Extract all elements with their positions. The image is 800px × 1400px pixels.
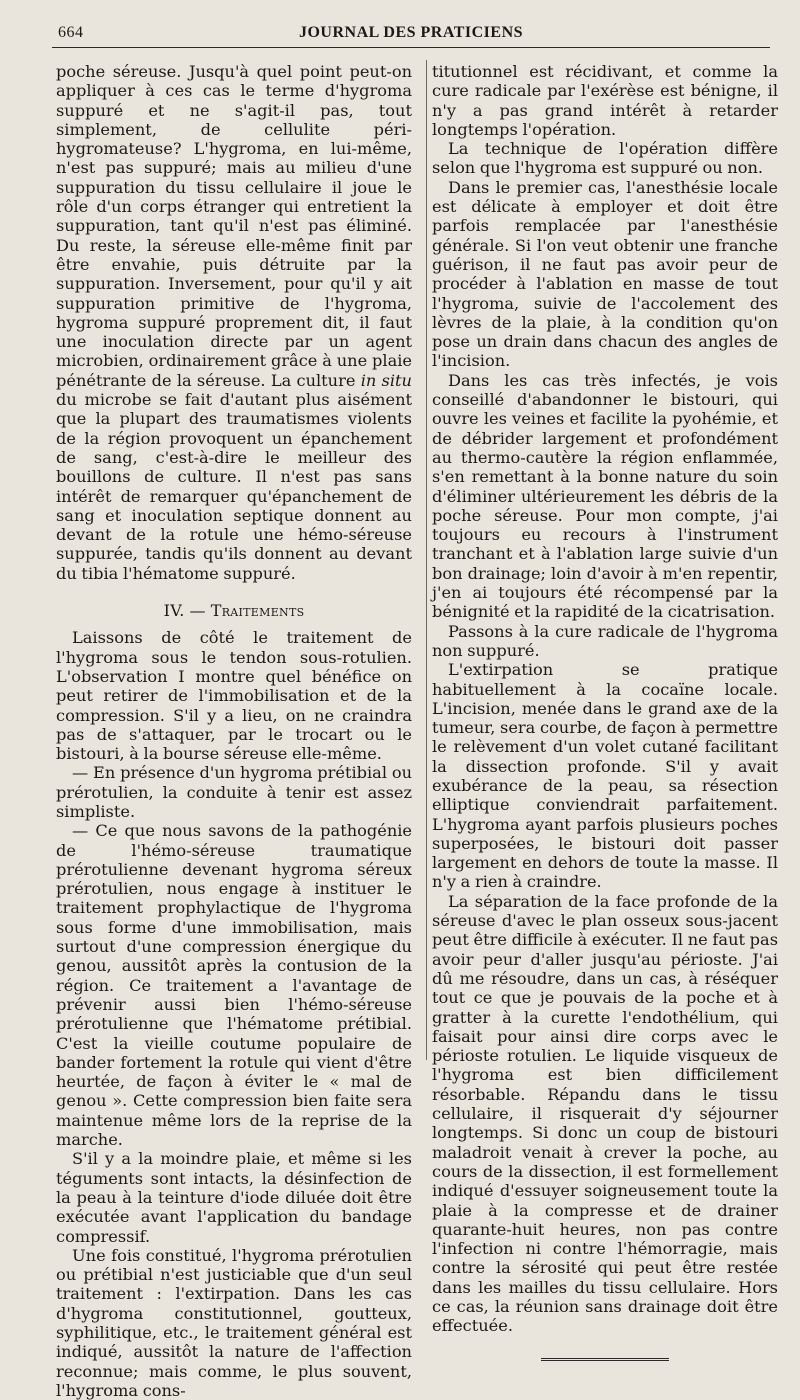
paragraph-text: du microbe se fait d'autant plus aisément que la plupart des traumatismes violents de la région provoquent un épanchement de sang, c'est-à-dire le meilleur des bouillons de culture. Il n'est pas sans intérêt de remarquer qu'épanchement de sang et inoculation septique donnent au devant de la rotule une hémo-séreuse suppurée, tandis qu'ils donnent au devant du tibia l'hématome suppuré. [56,390,412,583]
paragraph: — En présence d'un hygroma prétibial ou prérotulien, la conduite à tenir est assez simpliste. [56,763,412,821]
section-heading [56,601,412,620]
left-column [56,62,412,1400]
paragraph: S'il y a la moindre plaie, et même si les téguments sont intacts, la désinfection de la peau à la teinture d'iode diluée doit être exécutée avant l'application du bandage compressif. [56,1149,412,1246]
journal-title: JOURNAL DES PRATICIENS [298,24,524,41]
paragraph: La séparation de la face profonde de la séreuse d'avec le plan osseux sous-jacent peut être difficile à exécuter. Il ne faut pas avoir peur d'aller jusqu'au périoste. J'ai dû me résoudre, dans un cas, à réséquer tout ce que je pouvais de la poche et à gratter à la curette l'endothélium, qui faisait pour ainsi dire corps avec le périoste rotulien. Le liquide visqueux de l'hygroma est bien difficilement résorbable. Répandu dans le tissu cellulaire, il risquerait d'y séjourner longtemps. Si donc un coup de bistouri maladroit venait à crever la poche, au cours de la dissection, il est formellement indiqué d'essuyer soigneusement toute la plaie à la compresse et de drainer quarante-huit heures, non pas contre l'infection ni contre l'hémorragie, mais contre la sérosité qui peut être restée dans les mailles du tissu cellulaire. Hors ce cas, la réunion sans drainage doit être effectuée. [432,891,778,1336]
paragraph: Laissons de côté le traitement de l'hygroma sous le tendon sous-rotulien. L'observation I montre quel bénéfice on peut retirer de l'immobilisation et de la compression. S'il y a lieu, on ne craindra pas de s'attaquer, par le trocart ou le bistouri, à la bourse séreuse elle-même. [56,628,412,764]
paragraph: L'extirpation se pratique habituellement à la cocaïne locale. L'incision, menée dans le grand axe de la tumeur, sera courbe, de façon à permettre le relèvement d'un volet cutané facilitant la dissection profonde. S'il y avait exubérance de la peau, sa résection elliptique conviendrait parfaitement. L'hygroma ayant parfois plusieurs poches superposées, le bistouri doit passer largement en dehors de toute la masse. Il n'y a rien à craindre. [432,660,779,892]
running-header [50,20,772,48]
paragraph: titutionnel est récidivant, et comme la cure radicale par l'exérèse est bénigne, il n'y a pas grand intérêt à retarder longtemps l'opération. [432,62,778,139]
header-rule [52,47,770,48]
paragraph: La technique de l'opération diffère selon que l'hygroma est suppuré ou non. [432,139,778,178]
paragraph: — Ce que nous savons de la pathogénie de l'hémo-séreuse traumatique prérotulienne devenant hygroma séreux prérotulien, nous engage à instituer le traitement prophylactique de l'hygroma sous forme d'une immobilisation, mais surtout d'une compression énergique du genou, aussitôt après la contusion de la région. Ce traitement a l'avantage de prévenir aussi bien l'hémo-séreuse prérotulienne que l'hématome prétibial. C'est la vieille coutume populaire de bander fortement la rotule qui vient d'être heurtée, de façon à éviter le « mal de genou ». Cette compression bien faite sera maintenue même lors de la reprise de la marche. [56,821,412,1150]
paragraph-text: poche séreuse. Jusqu'à quel point peut-on appliquer à ces cas le terme d'hygroma suppuré et ne s'agit-il pas, tout simplement, de cellulite péri-hygromateuse? L'hygroma, en lui-même, n'est pas suppuré; mais au milieu d'une suppuration du tissu cellulaire il joue le rôle d'un corps étranger qui entretient la suppuration, tant qu'il n'est pas éliminé. Du reste, la séreuse elle-même finit par être envahie, puis détruite par la suppuration. Inversement, pour qu'il y ait suppuration primitive de l'hygroma, hygroma suppuré proprement dit, il faut une inoculation directe par un agent microbien, ordinairement grâce à une plaie pénétrante de la séreuse. La culture [56,62,412,390]
paragraph: Passons à la cure radicale de l'hygroma non suppuré. [432,621,778,660]
column-divider [426,60,427,1060]
page-number: 664 [58,24,84,41]
paragraph: Dans le premier cas, l'anesthésie locale est délicate à employer et doit être parfois remplacée par l'anesthésie générale. Si l'on veut obtenir une franche guérison, il ne faut pas avoir peur de procéder à l'ablation en masse de tout l'hygroma, suivie de l'accolement des lèvres de la plaie, à la condition qu'on pose un drain dans chacun des angles de l'incision. [432,177,778,371]
section-title: Traitements [210,601,305,621]
paragraph [56,62,412,583]
section-number: IV. — [163,601,206,621]
italic-term: in situ [360,370,412,390]
paragraph: Une fois constitué, l'hygroma prérotulien ou prétibial n'est justiciable que d'un seul traitement : l'extirpation. Dans les cas d'hygroma constitutionnel, goutteux, syphilitique, etc., le traitement général est indiqué, aussitôt la nature de l'affection reconnue; mais comme, le plus souvent, l'hygroma cons- [56,1245,412,1400]
right-column [432,62,778,1361]
end-of-article-rule [541,1358,669,1361]
paragraph: Dans les cas très infectés, je vois conseillé d'abandonner le bistouri, qui ouvre les veines et facilite la pyohémie, et de débrider largement et profondément au thermo-cautère la région enflammée, s'en remettant à la bonne nature du soin d'éliminer ultérieurement les débris de la poche séreuse. Pour mon compte, j'ai toujours eu recours à l'instrument tranchant et à l'ablation large suivie d'un bon drainage; loin d'avoir à m'en repentir, j'en ai toujours été récompensé par la bénignité et la rapidité de la cicatrisation. [432,370,778,622]
